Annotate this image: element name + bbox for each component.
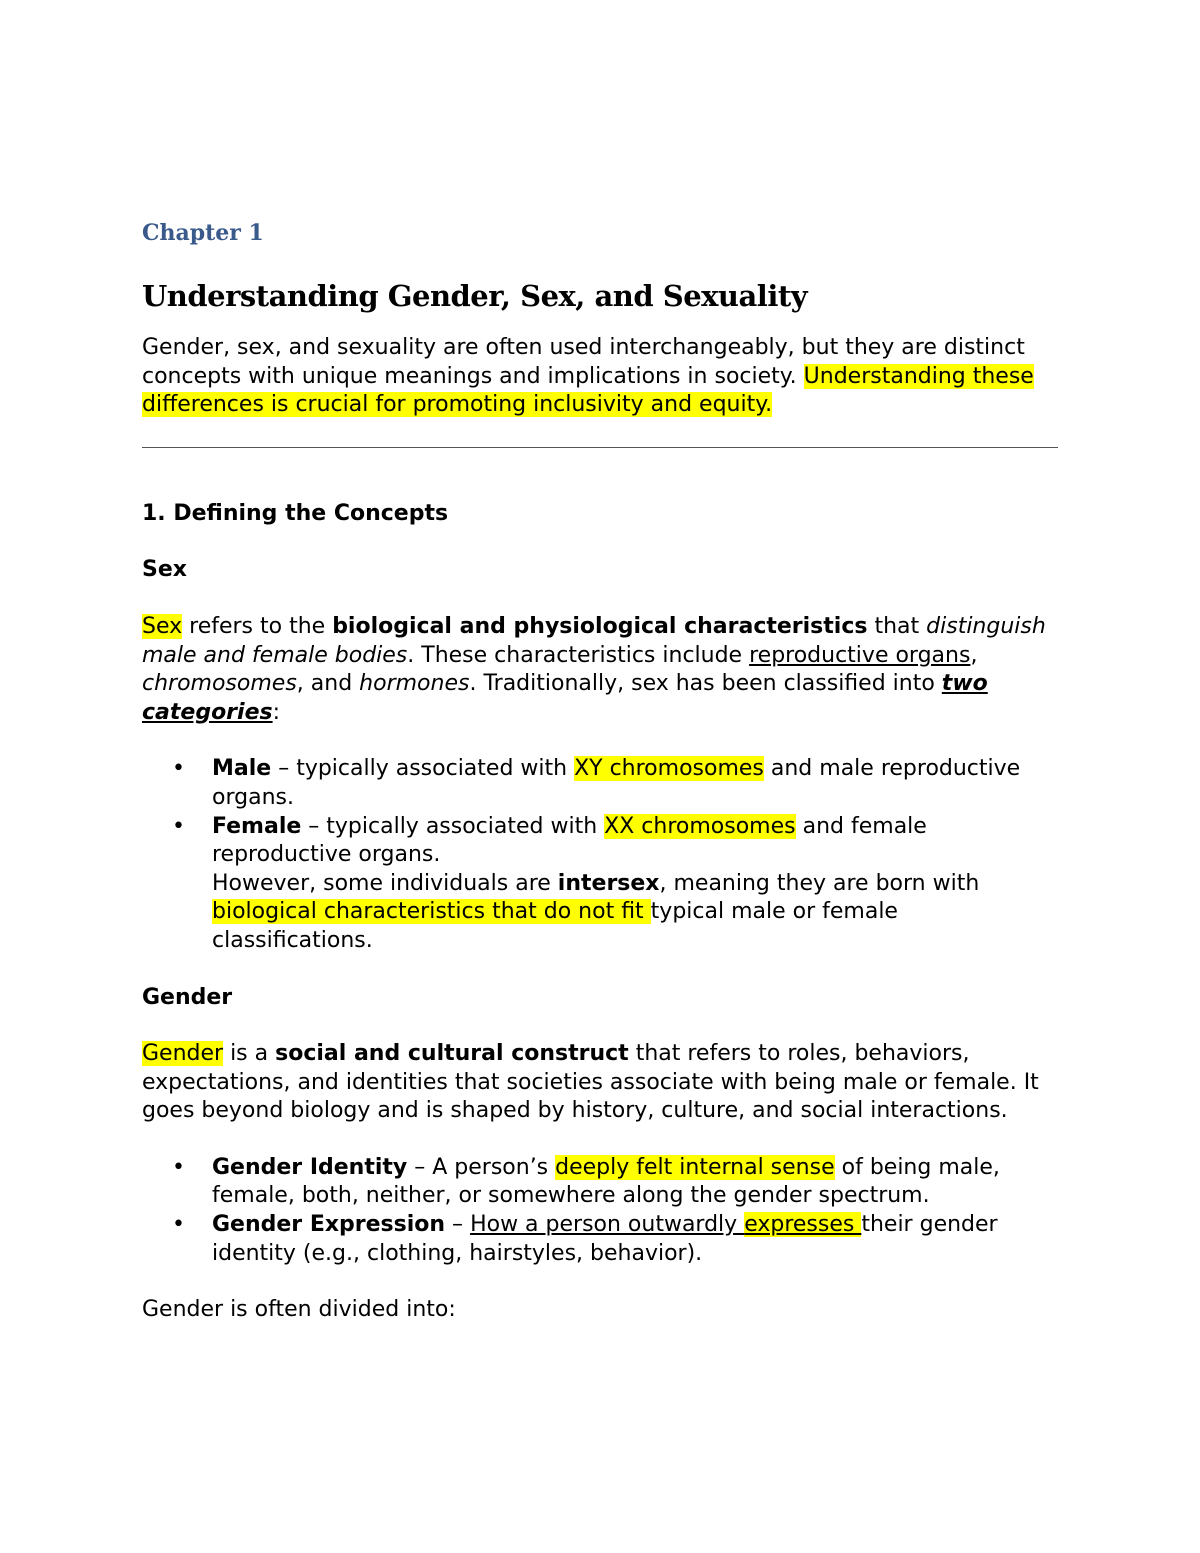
sex-italic-hormones: hormones xyxy=(359,671,470,697)
intro-highlight: Understanding these differences is crucial for promoting inclusivity and equity. xyxy=(142,363,1034,418)
list-item xyxy=(142,755,1058,812)
sex-definition-paragraph xyxy=(142,613,1058,727)
document-page xyxy=(142,200,1058,1325)
subheading-gender: Gender xyxy=(142,984,233,1010)
bullet-highlight: deeply felt internal sense xyxy=(555,1154,835,1180)
sex-underlined-phrase: reproductive organs xyxy=(749,642,971,668)
bullet-icon: • xyxy=(172,1212,185,1238)
bullet-text-a: – typically associated with xyxy=(301,813,605,839)
list-item xyxy=(142,1154,1058,1211)
sex-text-b: that xyxy=(867,613,927,639)
sex-text-d: , xyxy=(970,642,978,668)
page-title: Understanding Gender, Sex, and Sexuality xyxy=(142,279,808,313)
sex-text-a: refers to the xyxy=(182,613,333,639)
sex-italic-chromosomes: chromosomes xyxy=(142,671,297,697)
sex-bullet-list xyxy=(142,755,1058,955)
intro-paragraph xyxy=(142,334,1058,420)
bullet-icon: • xyxy=(172,756,185,782)
bullet-highlight: expresses xyxy=(744,1212,862,1238)
list-item xyxy=(142,813,1058,956)
bullet-text-a: – xyxy=(445,1212,471,1238)
sex-text-g: : xyxy=(272,699,281,725)
gender-text-a: is a xyxy=(223,1041,276,1067)
gender-text-b: that refers to roles, behaviors, expectations, and identities that societies associate with being male or female. It goes beyond biology and is shaped by history, culture, and social interactions. xyxy=(142,1041,1039,1124)
bullet-text-b: and female reproductive organs. xyxy=(212,813,927,868)
intro-text: Gender, sex, and sexuality are often used interchangeably, but they are distinct concepts with unique meanings and implications in society. xyxy=(142,335,1025,389)
bullet-icon: • xyxy=(172,1154,185,1180)
bullet-text-b: and male reproductive organs. xyxy=(212,756,1021,810)
sex-italic-phrase: distinguish male and female bodies xyxy=(142,613,1046,668)
bullet-term: Male xyxy=(212,756,272,782)
bullet-text-b: of being male, female, both, neither, or somewhere along the gender spectrum. xyxy=(212,1154,1000,1209)
bullet-term: Gender Expression xyxy=(212,1212,446,1238)
bullet-underlined: How a person outwardly xyxy=(470,1212,745,1238)
intersex-text-a: However, some individuals are xyxy=(212,870,558,896)
intersex-term: intersex xyxy=(557,870,660,896)
intersex-text-b: , meaning they are born with xyxy=(659,870,980,896)
sex-text-f: . Traditionally, sex has been classified into xyxy=(469,671,942,697)
sex-two-categories: two categories xyxy=(142,671,988,725)
sex-bold-phrase: biological and physiological characteristics xyxy=(332,613,868,639)
gender-bold-phrase: social and cultural construct xyxy=(275,1041,629,1067)
bullet-text-a: – A person’s xyxy=(407,1154,556,1180)
section-heading: 1. Defining the Concepts xyxy=(142,500,449,526)
subheading-sex: Sex xyxy=(142,557,187,583)
sex-text-c: . These characteristics include xyxy=(407,642,750,668)
intersex-text-c: typical male or female classifications. xyxy=(212,899,898,953)
bullet-text-b: their gender identity (e.g., clothing, hairstyles, behavior). xyxy=(212,1212,998,1266)
list-item xyxy=(142,1211,1058,1268)
bullet-term: Female xyxy=(212,813,302,839)
gender-term: Gender xyxy=(142,1041,224,1067)
gender-bullet-list xyxy=(142,1154,1058,1268)
bullet-icon: • xyxy=(172,813,185,839)
gender-definition-paragraph xyxy=(142,1040,1058,1126)
chapter-label: Chapter 1 xyxy=(142,220,264,246)
bullet-highlight: XX chromosomes xyxy=(604,813,796,839)
bullet-highlight: XY chromosomes xyxy=(574,756,764,782)
bullet-text-a: – typically associated with xyxy=(271,756,575,782)
bullet-term: Gender Identity xyxy=(212,1154,408,1180)
sex-term: Sex xyxy=(142,613,183,639)
sex-text-e: , and xyxy=(296,671,360,697)
intersex-highlight: biological characteristics that do not fit xyxy=(212,899,651,925)
horizontal-divider xyxy=(142,447,1058,448)
gender-closing-line: Gender is often divided into: xyxy=(142,1297,456,1323)
